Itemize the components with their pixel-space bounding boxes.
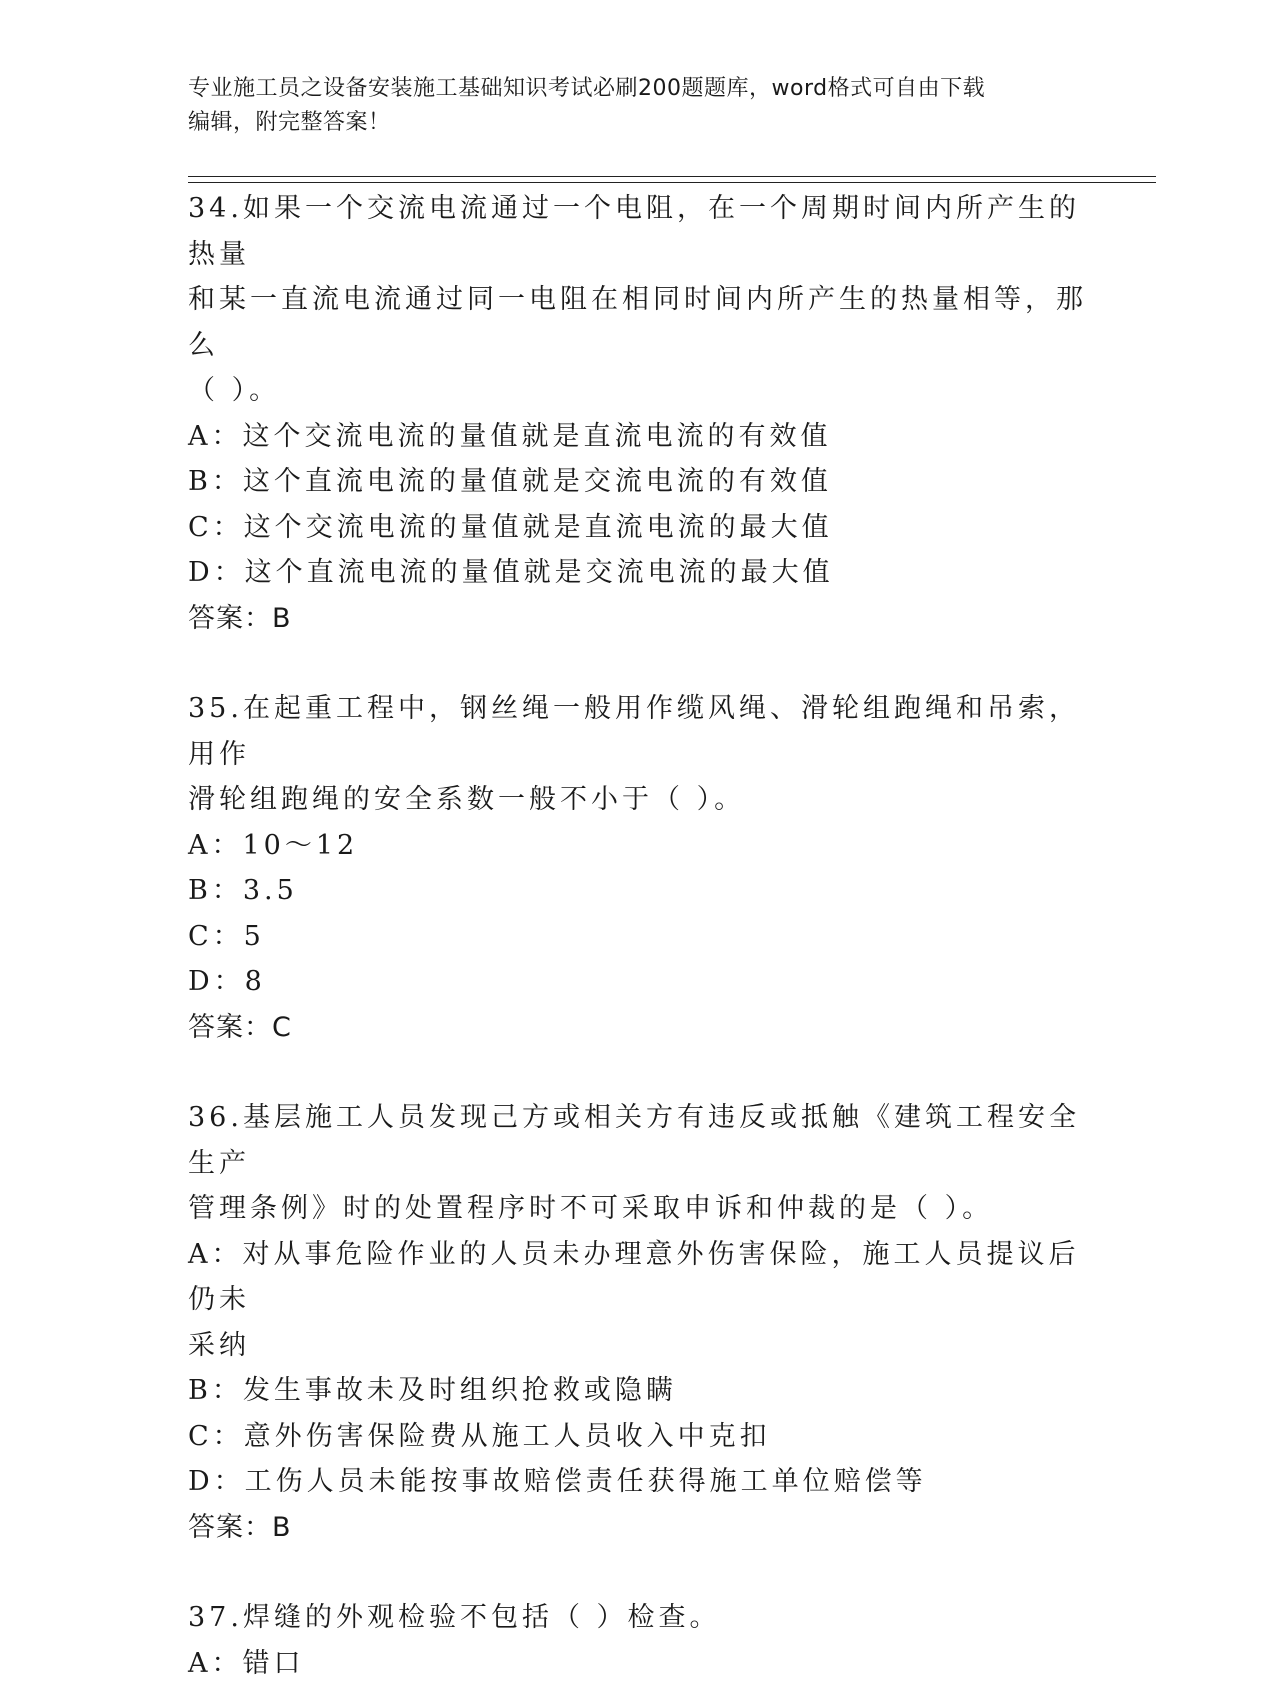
option-d: D：工伤人员未能按事故赔偿责任获得施工单位赔偿等 bbox=[188, 1459, 1088, 1505]
option-c: C：这个交流电流的量值就是直流电流的最大值 bbox=[188, 505, 1088, 551]
question-stem-line: 管理条例》时的处置程序时不可采取申诉和仲裁的是（ ）。 bbox=[188, 1186, 1088, 1232]
header-divider-bottom bbox=[188, 182, 1156, 183]
question-stem-line: 35.在起重工程中，钢丝绳一般用作缆风绳、滑轮组跑绳和吊索，用作 bbox=[188, 686, 1088, 777]
question-36 bbox=[188, 1095, 1088, 1550]
answer-label: 答案：B bbox=[188, 1505, 1088, 1551]
header-divider-top bbox=[188, 176, 1156, 177]
question-stem-line: 滑轮组跑绳的安全系数一般不小于（ ）。 bbox=[188, 777, 1088, 823]
header-line-2: 编辑，附完整答案！ bbox=[188, 106, 1068, 140]
answer-label: 答案：C bbox=[188, 1005, 1088, 1051]
option-c: C：5 bbox=[188, 914, 1088, 960]
option-a: A：错口 bbox=[188, 1641, 1088, 1686]
option-a: A：这个交流电流的量值就是直流电流的有效值 bbox=[188, 414, 1088, 460]
option-d: D：8 bbox=[188, 959, 1088, 1005]
question-stem-line: 37.焊缝的外观检验不包括（ ）检查。 bbox=[188, 1595, 1088, 1641]
option-a: A：对从事危险作业的人员未办理意外伤害保险，施工人员提议后仍未 bbox=[188, 1232, 1088, 1323]
option-b: B：发生事故未及时组织抢救或隐瞒 bbox=[188, 1368, 1088, 1414]
question-34 bbox=[188, 186, 1088, 641]
option-b: B：3.5 bbox=[188, 868, 1088, 914]
answer-label: 答案：B bbox=[188, 596, 1088, 642]
question-list bbox=[188, 186, 1088, 1686]
option-c: C：意外伤害保险费从施工人员收入中克扣 bbox=[188, 1414, 1088, 1460]
document-header bbox=[188, 72, 1068, 140]
option-a: A：10～12 bbox=[188, 823, 1088, 869]
option-b: B：这个直流电流的量值就是交流电流的有效值 bbox=[188, 459, 1088, 505]
question-35 bbox=[188, 686, 1088, 1050]
question-stem-line: 36.基层施工人员发现己方或相关方有违反或抵触《建筑工程安全生产 bbox=[188, 1095, 1088, 1186]
option-a-continued: 采纳 bbox=[188, 1323, 1088, 1369]
header-line-1: 专业施工员之设备安装施工基础知识考试必刷200题题库，word格式可自由下载 bbox=[188, 72, 1068, 106]
question-stem-line: 和某一直流电流通过同一电阻在相同时间内所产生的热量相等，那么 bbox=[188, 277, 1088, 368]
question-stem-line: 34.如果一个交流电流通过一个电阻，在一个周期时间内所产生的热量 bbox=[188, 186, 1088, 277]
option-d: D：这个直流电流的量值就是交流电流的最大值 bbox=[188, 550, 1088, 596]
question-37 bbox=[188, 1595, 1088, 1686]
question-stem-line: （ ）。 bbox=[188, 368, 1088, 414]
